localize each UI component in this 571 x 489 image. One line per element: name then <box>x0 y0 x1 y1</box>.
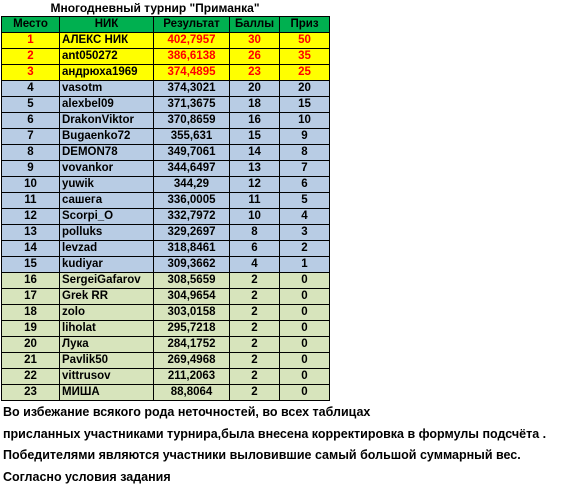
cell-nick: vasotm <box>60 81 154 97</box>
table-row <box>2 305 330 321</box>
cell-place: 6 <box>2 113 60 129</box>
header-points: Баллы <box>230 17 280 33</box>
results-table <box>1 16 330 401</box>
cell-points: 8 <box>230 225 280 241</box>
cell-place: 4 <box>2 81 60 97</box>
cell-result: 371,3675 <box>154 97 230 113</box>
cell-points: 6 <box>230 241 280 257</box>
cell-prize: 0 <box>280 369 330 385</box>
cell-nick: kudiyar <box>60 257 154 273</box>
table-row <box>2 289 330 305</box>
table-row <box>2 33 330 49</box>
table-row <box>2 129 330 145</box>
cell-points: 10 <box>230 209 280 225</box>
cell-points: 2 <box>230 385 280 401</box>
cell-nick: levzad <box>60 241 154 257</box>
table-row <box>2 273 330 289</box>
cell-result: 269,4968 <box>154 353 230 369</box>
cell-place: 3 <box>2 65 60 81</box>
cell-points: 2 <box>230 289 280 305</box>
cell-result: 303,0158 <box>154 305 230 321</box>
cell-points: 23 <box>230 65 280 81</box>
cell-place: 13 <box>2 225 60 241</box>
table-row <box>2 65 330 81</box>
cell-prize: 7 <box>280 161 330 177</box>
table-row <box>2 81 330 97</box>
cell-nick: alexbel09 <box>60 97 154 113</box>
cell-points: 11 <box>230 193 280 209</box>
header-nick: НИК <box>60 17 154 33</box>
cell-prize: 0 <box>280 353 330 369</box>
table-row <box>2 161 330 177</box>
cell-place: 5 <box>2 97 60 113</box>
cell-prize: 10 <box>280 113 330 129</box>
cell-prize: 50 <box>280 33 330 49</box>
cell-points: 2 <box>230 353 280 369</box>
cell-points: 2 <box>230 321 280 337</box>
cell-place: 20 <box>2 337 60 353</box>
cell-nick: SergeiGafarov <box>60 273 154 289</box>
cell-place: 18 <box>2 305 60 321</box>
table-row <box>2 353 330 369</box>
cell-prize: 0 <box>280 321 330 337</box>
cell-place: 2 <box>2 49 60 65</box>
table-row <box>2 145 330 161</box>
cell-nick: vittrusov <box>60 369 154 385</box>
cell-points: 2 <box>230 273 280 289</box>
cell-prize: 25 <box>280 65 330 81</box>
cell-place: 10 <box>2 177 60 193</box>
notes-text <box>3 402 569 488</box>
cell-result: 355,631 <box>154 129 230 145</box>
table-row <box>2 97 330 113</box>
cell-prize: 0 <box>280 337 330 353</box>
cell-place: 7 <box>2 129 60 145</box>
cell-result: 295,7218 <box>154 321 230 337</box>
cell-nick: DEMON78 <box>60 145 154 161</box>
cell-result: 374,3021 <box>154 81 230 97</box>
cell-prize: 8 <box>280 145 330 161</box>
cell-prize: 15 <box>280 97 330 113</box>
tournament-title: Многодневный турнир "Приманка" <box>50 1 260 15</box>
cell-result: 344,29 <box>154 177 230 193</box>
cell-place: 8 <box>2 145 60 161</box>
cell-prize: 0 <box>280 273 330 289</box>
cell-place: 21 <box>2 353 60 369</box>
cell-points: 18 <box>230 97 280 113</box>
cell-points: 30 <box>230 33 280 49</box>
cell-prize: 5 <box>280 193 330 209</box>
table-row <box>2 385 330 401</box>
cell-prize: 4 <box>280 209 330 225</box>
cell-result: 386,6138 <box>154 49 230 65</box>
cell-nick: ant050272 <box>60 49 154 65</box>
cell-place: 9 <box>2 161 60 177</box>
cell-points: 16 <box>230 113 280 129</box>
table-row <box>2 49 330 65</box>
cell-place: 11 <box>2 193 60 209</box>
table-body <box>2 33 330 401</box>
table-header-row <box>2 17 330 33</box>
cell-nick: сашега <box>60 193 154 209</box>
cell-points: 4 <box>230 257 280 273</box>
cell-nick: Grek RR <box>60 289 154 305</box>
cell-place: 14 <box>2 241 60 257</box>
cell-place: 16 <box>2 273 60 289</box>
table-row <box>2 321 330 337</box>
cell-place: 23 <box>2 385 60 401</box>
cell-prize: 20 <box>280 81 330 97</box>
cell-prize: 0 <box>280 305 330 321</box>
cell-points: 13 <box>230 161 280 177</box>
cell-result: 304,9654 <box>154 289 230 305</box>
cell-nick: МИША <box>60 385 154 401</box>
cell-nick: vovankor <box>60 161 154 177</box>
cell-prize: 0 <box>280 289 330 305</box>
cell-prize: 6 <box>280 177 330 193</box>
cell-place: 15 <box>2 257 60 273</box>
header-place: Место <box>2 17 60 33</box>
cell-result: 332,7972 <box>154 209 230 225</box>
cell-place: 19 <box>2 321 60 337</box>
cell-place: 12 <box>2 209 60 225</box>
cell-nick: yuwik <box>60 177 154 193</box>
table-row <box>2 241 330 257</box>
cell-nick: АЛЕКС НИК <box>60 33 154 49</box>
cell-prize: 1 <box>280 257 330 273</box>
cell-prize: 0 <box>280 385 330 401</box>
note-line: Согласно условия задания <box>3 469 171 484</box>
table-row <box>2 225 330 241</box>
cell-prize: 3 <box>280 225 330 241</box>
header-result: Результат <box>154 17 230 33</box>
note-line: Победителями являются участники выловившие самый большой суммарный вес. <box>3 448 521 462</box>
cell-nick: Лука <box>60 337 154 353</box>
cell-points: 2 <box>230 337 280 353</box>
cell-result: 370,8659 <box>154 113 230 129</box>
table-row <box>2 337 330 353</box>
cell-result: 284,1752 <box>154 337 230 353</box>
table-row <box>2 193 330 209</box>
cell-nick: Bugaenko72 <box>60 129 154 145</box>
cell-nick: Pavlik50 <box>60 353 154 369</box>
cell-result: 329,2697 <box>154 225 230 241</box>
cell-nick: Scorpi_O <box>60 209 154 225</box>
cell-nick: polluks <box>60 225 154 241</box>
cell-prize: 9 <box>280 129 330 145</box>
cell-prize: 2 <box>280 241 330 257</box>
cell-prize: 35 <box>280 49 330 65</box>
cell-nick: андрюха1969 <box>60 65 154 81</box>
table-row <box>2 177 330 193</box>
cell-points: 12 <box>230 177 280 193</box>
cell-points: 15 <box>230 129 280 145</box>
cell-nick: zolo <box>60 305 154 321</box>
table-row <box>2 209 330 225</box>
table-row <box>2 113 330 129</box>
note-line: Во избежание всякого рода неточностей, во всех таблицах <box>3 405 371 419</box>
cell-result: 309,3662 <box>154 257 230 273</box>
cell-result: 336,0005 <box>154 193 230 209</box>
cell-points: 2 <box>230 305 280 321</box>
cell-result: 349,7061 <box>154 145 230 161</box>
cell-points: 14 <box>230 145 280 161</box>
table-row <box>2 369 330 385</box>
cell-points: 20 <box>230 81 280 97</box>
note-line: присланных участниками турнира,была внесена корректировка в формулы подсчёта . <box>3 426 547 441</box>
cell-place: 17 <box>2 289 60 305</box>
cell-result: 374,4895 <box>154 65 230 81</box>
cell-result: 318,8461 <box>154 241 230 257</box>
cell-result: 88,8064 <box>154 385 230 401</box>
cell-points: 2 <box>230 369 280 385</box>
cell-points: 26 <box>230 49 280 65</box>
cell-result: 308,5659 <box>154 273 230 289</box>
cell-nick: liholat <box>60 321 154 337</box>
header-prize: Приз <box>280 17 330 33</box>
cell-nick: DrakonViktor <box>60 113 154 129</box>
table-row <box>2 257 330 273</box>
cell-place: 22 <box>2 369 60 385</box>
cell-result: 211,2063 <box>154 369 230 385</box>
cell-result: 402,7957 <box>154 33 230 49</box>
cell-place: 1 <box>2 33 60 49</box>
cell-result: 344,6497 <box>154 161 230 177</box>
